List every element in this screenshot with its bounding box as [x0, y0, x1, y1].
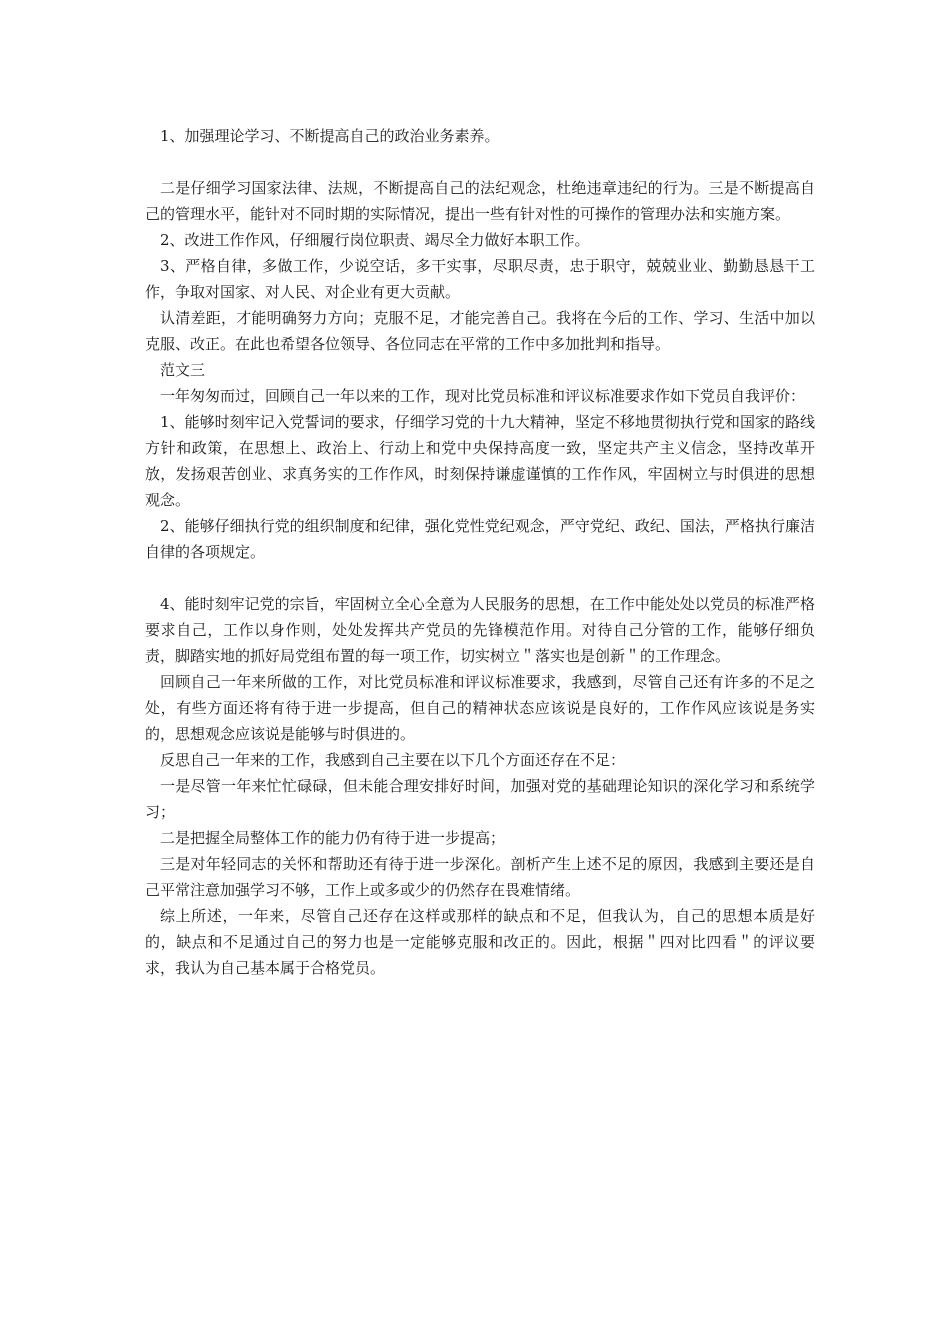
paragraph-8: 1、能够时刻牢记入党誓词的要求，仔细学习党的十九大精神，坚定不移地贯彻执行党和国家的路线方针和政策，在思想上、政治上、行动上和党中央保持高度一致，坚定共产主义信念，坚持改革开放，发扬艰苦创业、求真务实的工作作风，时刻保持谦虚谨慎的工作作风，牢固树立与时俱进的思想观念。 [145, 413, 815, 509]
paragraph-3: 2、改进工作作风，仔细履行岗位职责、竭尽全力做好本职工作。 [160, 231, 590, 249]
paragraph-10: 4、能时刻牢记党的宗旨，牢固树立全心全意为人民服务的思想，在工作中能处处以党员的标准严格要求自己，工作以身作则，处处发挥共产党员的先锋模范作用。对待自己分管的工作，能够仔细负责，脚踏实地的抓好局党组布置的每一项工作，切实树立＂落实也是创新＂的工作理念。 [145, 595, 815, 665]
paragraph-4: 3、严格自律，多做工作，少说空话，多干实事，尽职尽责，忠于职守，兢兢业业、勤勤恳恳干工作，争取对国家、对人民、对企业有更大贡献。 [145, 257, 815, 301]
paragraph-13: 一是尽管一年来忙忙碌碌，但未能合理安排好时间，加强对党的基础理论知识的深化学习和系统学习； [145, 777, 815, 821]
paragraph-5: 认清差距，才能明确努力方向；克服不足，才能完善自己。我将在今后的工作、学习、生活中加以克服、改正。在此也希望各位领导、各位同志在平常的工作中多加批判和指导。 [145, 309, 815, 353]
paragraph-1: 1、加强理论学习、不断提高自己的政治业务素养。 [160, 127, 500, 145]
paragraph-16: 综上所述，一年来，尽管自己还存在这样或那样的缺点和不足，但我认为，自己的思想本质是好的，缺点和不足通过自己的努力也是一定能够克服和改正的。因此，根据＂四对比四看＂的评议要求，我认为自己基本属于合格党员。 [145, 907, 815, 977]
paragraph-gap [145, 565, 815, 591]
document-body [145, 123, 815, 981]
paragraph-14: 二是把握全局整体工作的能力仍有待于进一步提高； [160, 829, 506, 847]
paragraph-9: 2、能够仔细执行党的组织制度和纪律，强化党性党纪观念，严守党纪、政纪、国法，严格执行廉洁自律的各项规定。 [145, 517, 815, 561]
paragraph-7: 一年匆匆而过，回顾自己一年以来的工作，现对比党员标准和评议标准要求作如下党员自我评价： [160, 387, 806, 405]
paragraph-2: 二是仔细学习国家法律、法规，不断提高自己的法纪观念，杜绝违章违纪的行为。三是不断提高自己的管理水平，能针对不同时期的实际情况，提出一些有针对性的可操作的管理办法和实施方案。 [145, 179, 815, 223]
paragraph-15: 三是对年轻同志的关怀和帮助还有待于进一步深化。剖析产生上述不足的原因，我感到主要还是自己平常注意加强学习不够，工作上或多或少的仍然存在畏难情绪。 [145, 855, 815, 899]
section-heading: 范文三 [160, 361, 206, 379]
paragraph-11: 回顾自己一年来所做的工作，对比党员标准和评议标准要求，我感到，尽管自己还有许多的不足之处，有些方面还将有待于进一步提高，但自己的精神状态应该说是良好的，工作作风应该说是务实的，思想观念应该说是能够与时俱进的。 [145, 673, 815, 743]
paragraph-12: 反思自己一年来的工作，我感到自己主要在以下几个方面还存在不足： [160, 751, 626, 769]
paragraph-gap [145, 149, 815, 175]
